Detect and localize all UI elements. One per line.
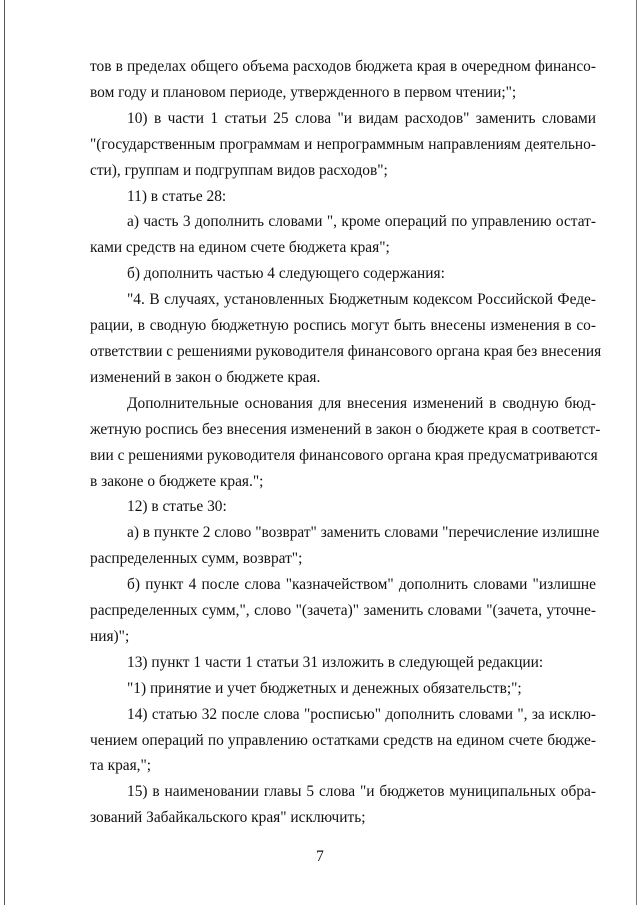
scan-edge-right — [636, 0, 637, 905]
text-line: б) пункт 4 после слова "казначейством" дополнить словами "излишне — [127, 576, 596, 594]
text-line: 12) в статье 30: — [127, 498, 227, 516]
text-line: вом году и плановом периоде, утвержденного в первом чтении;"; — [90, 83, 517, 101]
text-line: ния)"; — [90, 627, 130, 645]
text-line: жетную роспись без внесения изменений в закон о бюджете края в соответст- — [90, 420, 601, 438]
text-line: тов в пределах общего объема расходов бюджета края в очередном финансо- — [90, 58, 596, 75]
text-line: 15) в наименовании главы 5 слова "и бюджетов муниципальных обра- — [127, 783, 596, 801]
text-line: "(государственным программам и непрограммным направлениям деятельно- — [90, 135, 596, 153]
text-line: вии с решениями руководителя финансового органа края предусматриваются — [90, 446, 598, 464]
text-line: "4. В случаях, установленных Бюджетным кодексом Российской Феде- — [127, 291, 596, 309]
text-line: распределенных сумм, возврат"; — [90, 550, 303, 568]
text-line: изменений в закон о бюджете края. — [90, 368, 321, 386]
text-line: зований Забайкальского края" исключить; — [90, 809, 366, 827]
text-line: ответствии с решениями руководителя финансового органа края без внесения — [90, 342, 602, 360]
scan-edge-left — [4, 0, 5, 905]
text-line: а) часть 3 дополнить словами ", кроме операций по управлению остат- — [127, 213, 596, 231]
text-line: распределенных сумм,", слово "(зачета)" заменить словами "(зачета, уточне- — [90, 602, 596, 620]
text-line: сти), группам и подгруппам видов расходов"; — [90, 161, 388, 179]
text-line: 10) в части 1 статьи 25 слова "и видам расходов" заменить словами — [127, 109, 596, 127]
text-line: та края,"; — [90, 757, 152, 775]
text-line: чением операций по управлению остатками средств на едином счете бюдже- — [90, 731, 596, 749]
page-number: 7 — [316, 848, 324, 865]
text-line: ками средств на едином счете бюджета края"; — [90, 239, 390, 257]
text-line: Дополнительные основания для внесения изменений в сводную бюд- — [127, 394, 596, 412]
text-line: 13) пункт 1 части 1 статьи 31 изложить в следующей редакции: — [127, 653, 544, 671]
text-line: "1) принятие и учет бюджетных и денежных обязательств;"; — [127, 679, 522, 697]
text-line: а) в пункте 2 слово "возврат" заменить словами "перечисление излишне — [127, 524, 600, 542]
text-line: 14) статью 32 после слова "росписью" дополнить словами ", за исклю- — [127, 705, 596, 723]
text-line: 11) в статье 28: — [127, 187, 227, 205]
text-line: в законе о бюджете края."; — [90, 472, 264, 490]
text-line: б) дополнить частью 4 следующего содержания: — [127, 265, 445, 283]
text-line: рации, в сводную бюджетную роспись могут быть внесены изменения в со- — [90, 317, 596, 335]
body-text — [90, 54, 602, 831]
